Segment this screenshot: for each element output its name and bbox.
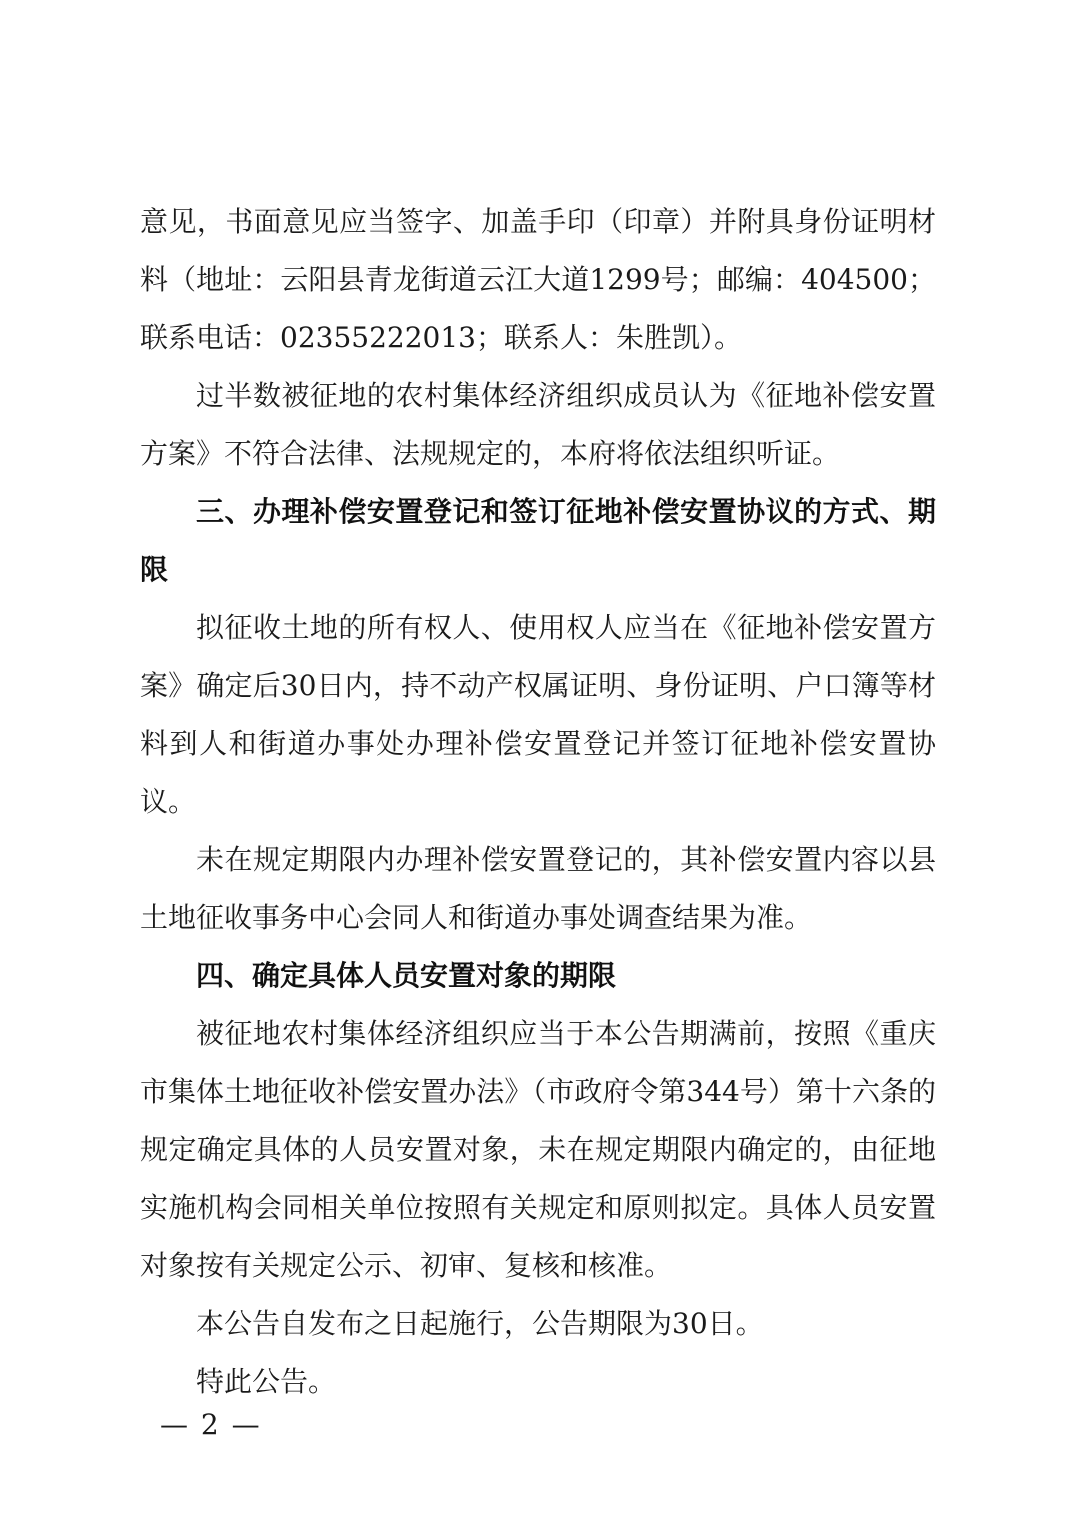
paragraph-objection-address: 意见，书面意见应当签字、加盖手印（印章）并附具身份证明材料（地址：云阳县青龙街道云江大道1299号；邮编：404500；联系电话：02355222013；联系人：朱胜凯）。 xyxy=(140,205,936,354)
section-heading-registration: 三、办理补偿安置登记和签订征地补偿安置协议的方式、期限 xyxy=(140,495,936,586)
paragraph-effective-date: 本公告自发布之日起施行，公告期限为30日。 xyxy=(196,1307,764,1340)
paragraph-closing: 特此公告。 xyxy=(196,1365,337,1398)
paragraph-resettlement: 被征地农村集体经济组织应当于本公告期满前，按照《重庆市集体土地征收补偿安置办法》（市政府令第344号）第十六条的规定确定具体的人员安置对象，未在规定期限内确定的，由征地实施机构会同相关单位按照有关规定和原则拟定。具体人员安置对象按有关规定公示、初审、复核和核准。 xyxy=(140,1017,936,1282)
section-heading-resettlement: 四、确定具体人员安置对象的期限 xyxy=(196,959,617,992)
page-number: — 2 — xyxy=(160,1408,262,1441)
paragraph-registration: 拟征收土地的所有权人、使用权人应当在《征地补偿安置方案》确定后30日内，持不动产权属证明、身份证明、户口簿等材料到人和街道办事处办理补偿安置登记并签订征地补偿安置协议。 xyxy=(140,611,936,818)
paragraph-hearing: 过半数被征地的农村集体经济组织成员认为《征地补偿安置方案》不符合法律、法规规定的，本府将依法组织听证。 xyxy=(140,379,936,470)
document-body xyxy=(140,193,936,1411)
paragraph-unregistered: 未在规定期限内办理补偿安置登记的，其补偿安置内容以县土地征收事务中心会同人和街道办事处调查结果为准。 xyxy=(140,843,936,934)
